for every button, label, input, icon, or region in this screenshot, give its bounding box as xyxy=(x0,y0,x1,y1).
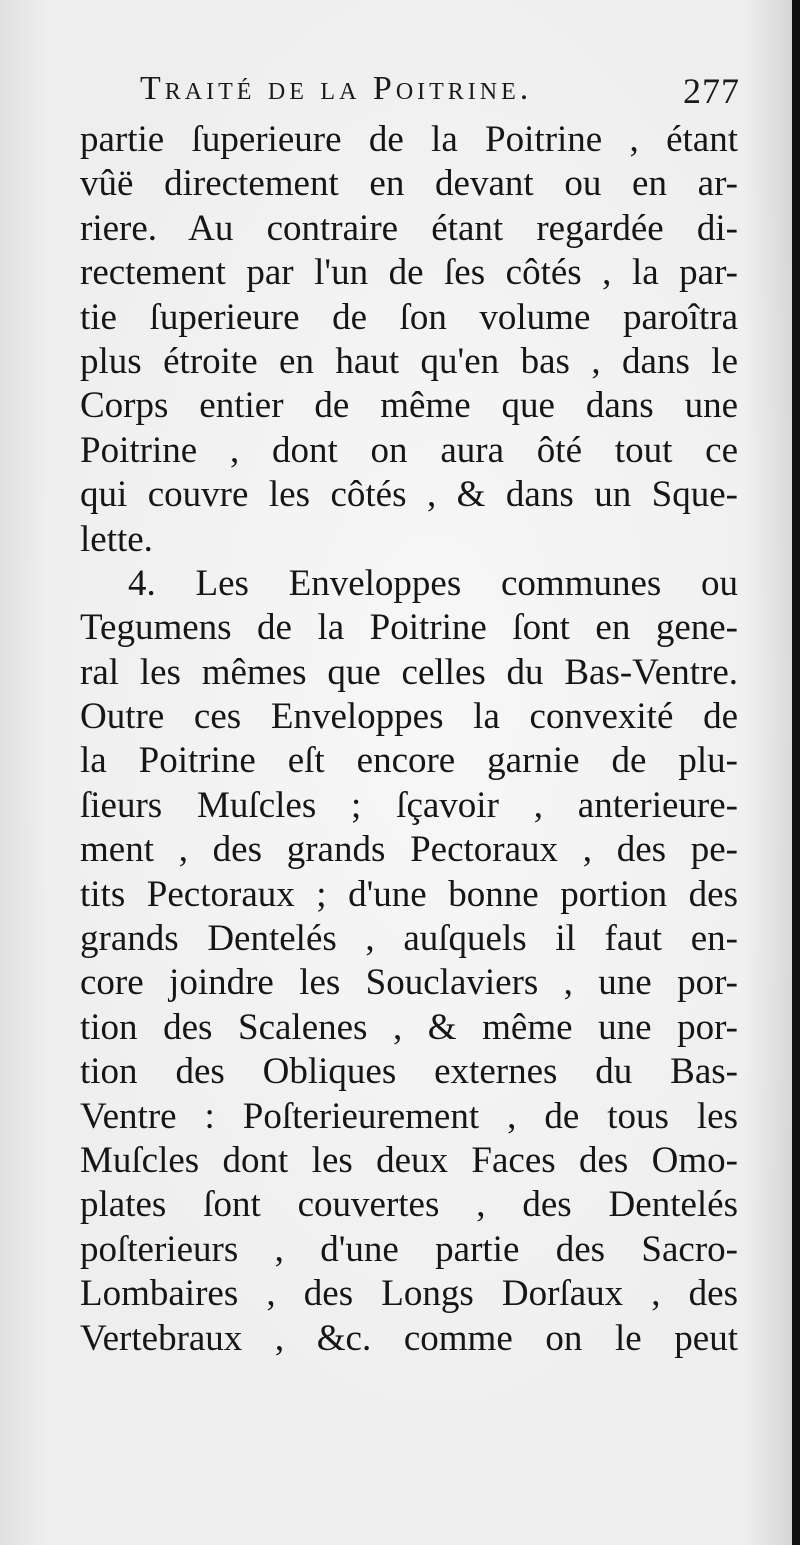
paragraph-start-line: 4. Les Enveloppes communes ou xyxy=(128,562,738,604)
text-line: tits Pectoraux ; d'une bonne portion des xyxy=(80,873,738,915)
text-line: Corps entier de même que dans une xyxy=(80,385,738,427)
text-line: poſterieurs , d'une partie des Sacro- xyxy=(80,1228,738,1270)
text-line: partie ſuperieure de la Poitrine , étant xyxy=(80,119,738,160)
text-line: tion des Obliques externes du Bas- xyxy=(80,1051,738,1093)
running-title: Traité de la Poitrine. xyxy=(140,70,533,107)
body-text xyxy=(80,118,738,1361)
text-line: ſieurs Muſcles ; ſçavoir , anterieure- xyxy=(80,784,738,826)
text-line: Poitrine , dont on aura ôté tout ce xyxy=(80,429,738,471)
text-line: Tegumens de la Poitrine ſont en gene- xyxy=(80,607,738,649)
text-line: ment , des grands Pectoraux , des pe- xyxy=(80,829,738,871)
text-line: core joindre les Souclaviers , une por- xyxy=(80,962,738,1004)
page-number: 277 xyxy=(683,71,740,111)
text-line: vûë directement en devant ou en ar- xyxy=(80,163,738,205)
text-line: tion des Scalenes , & même une por- xyxy=(80,1006,738,1048)
text-line: Ventre : Poſterieurement , de tous les xyxy=(80,1095,738,1137)
running-head xyxy=(110,70,740,120)
text-line: grands Dentelés , auſquels il faut en- xyxy=(80,918,738,960)
text-line: Vertebraux , &c. comme on le peut xyxy=(80,1317,738,1359)
text-line: qui couvre les côtés , & dans un Sque- xyxy=(80,474,738,516)
text-line: lette. xyxy=(80,518,153,560)
text-line: riere. Au contraire étant regardée di- xyxy=(80,207,738,249)
text-line: Muſcles dont les deux Faces des Omo- xyxy=(80,1139,738,1181)
text-line: tie ſuperieure de ſon volume paroîtra xyxy=(80,296,738,338)
text-line: rectement par l'un de ſes côtés , la par- xyxy=(80,252,738,294)
text-line: la Poitrine eſt encore garnie de plu- xyxy=(80,740,738,782)
text-line: ral les mêmes que celles du Bas-Ventre. xyxy=(80,651,738,693)
text-line: plates ſont couvertes , des Dentelés xyxy=(80,1184,738,1226)
text-line: Outre ces Enveloppes la convexité de xyxy=(80,696,738,738)
page-edge-shadow xyxy=(792,0,800,1545)
text-line: plus étroite en haut qu'en bas , dans le xyxy=(80,340,738,382)
text-line: Lombaires , des Longs Dorſaux , des xyxy=(80,1273,738,1315)
